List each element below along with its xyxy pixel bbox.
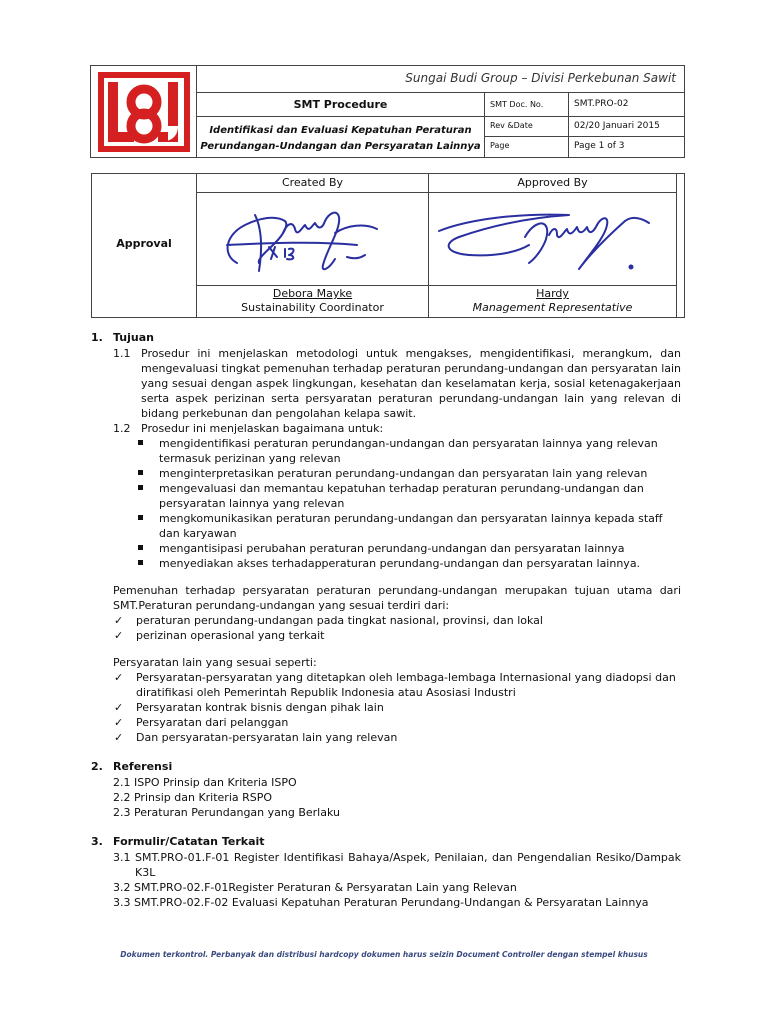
square-bullet-icon (138, 560, 143, 565)
creator-name: Debora Mayke (272, 287, 353, 300)
subsection-1-1 (91, 346, 681, 421)
check-mark-icon: ✓ (114, 671, 124, 684)
check-mark-icon: ✓ (114, 701, 124, 714)
square-bullet-icon (138, 470, 143, 475)
approval-table (91, 173, 685, 318)
doc-no-label: SMT Doc. No. (485, 93, 569, 117)
document-body (91, 330, 681, 910)
check-item-text: peraturan perundang-undangan pada tingkat nasional, provinsi, dan lokal (136, 614, 543, 627)
subsection-1-2-text: Prosedur ini menjelaskan bagaimana untuk: (141, 422, 384, 435)
subsection-1-2-number: 1.2 (113, 422, 131, 435)
paragraph-requirements: Pemenuhan terhadap persyaratan peraturan perundang-undangan merupakan tujuan utama dari SMT.Peraturan perundang-undangan yang sesuai terdiri dari: (113, 584, 681, 612)
square-bullet-icon (138, 440, 143, 445)
check-mark-icon: ✓ (114, 629, 124, 642)
doc-no-value: SMT.PRO-02 (569, 93, 684, 117)
creator-signature (197, 193, 429, 286)
form-item-3-2: 3.2 SMT.PRO-02.F-01Register Peraturan & Persyaratan Lain yang Relevan (113, 881, 517, 894)
form-item-3-1-text: SMT.PRO-01.F-01 Register Identifikasi Bahaya/Aspek, Penilaian, dan Pengendalian Resiko/Dampak K3L (135, 851, 681, 879)
list-item-text: mengidentifikasi peraturan perundangan-undangan dan persyaratan lainnya yang relevan termasuk perizinan yang relevan (159, 437, 658, 465)
page-label: Page (485, 137, 569, 157)
list-item-text: mengevaluasi dan memantau kepatuhan terhadap peraturan perundang-undangan dan persyaratan lainnya yang relevan (159, 482, 644, 510)
square-bullet-icon (138, 485, 143, 490)
check-item (91, 628, 681, 643)
check-item (91, 715, 681, 730)
approval-label: Approval (92, 174, 197, 317)
section-3-heading (91, 834, 681, 850)
approver-signature (429, 193, 677, 286)
square-bullet-icon (138, 515, 143, 520)
check-mark-icon: ✓ (114, 716, 124, 729)
section-1-number: 1. (91, 331, 103, 344)
company-name: Sungai Budi Group – Divisi Perkebunan Sawit (197, 66, 684, 93)
section-2-heading (91, 759, 681, 775)
reference-item: 2.2 Prinsip dan Kriteria RSPO (113, 791, 273, 804)
check-item-text: Persyaratan dari pelanggan (136, 716, 289, 729)
form-item-3-1-number: 3.1 (113, 851, 131, 864)
created-by-header: Created By (197, 174, 429, 193)
approved-by-header: Approved By (429, 174, 677, 193)
subsection-1-2 (91, 421, 681, 436)
reference-item: 2.1 ISPO Prinsip dan Kriteria ISPO (113, 776, 297, 789)
creator-role: Sustainability Coordinator (241, 301, 384, 314)
subsection-1-1-text: Prosedur ini menjelaskan metodologi untuk mengakses, mengidentifikasi, merangkum, dan mengevaluasi tingkat pemenuhan terhadap peraturan perundang-undangan dan persyaratan lain yang sesuai dengan aspek lingkungan, kesehatan dan keselamatan kerja, sosial ketenagakerjaan serta aspek perizinan serta persyaratan peraturan perundang-undangan lain yang relevan di bidang perkebunan dan pengolahan kelapa sawit. (141, 347, 682, 420)
document-header-table (90, 65, 685, 158)
document-title-line-2: Perundangan-Undangan dan Persyaratan Lainnya (200, 141, 481, 152)
section-1-heading (91, 330, 681, 346)
section-2-title: Referensi (113, 760, 173, 773)
square-bullet-icon (138, 545, 143, 550)
form-item-3-1 (91, 850, 681, 880)
paragraph-other-requirements: Persyaratan lain yang sesuai seperti: (113, 656, 317, 669)
page-value: Page 1 of 3 (574, 141, 625, 151)
check-item (91, 613, 681, 628)
check-item-text: Dan persyaratan-persyaratan lain yang relevan (136, 731, 398, 744)
creator-name-cell (197, 286, 429, 317)
check-item (91, 730, 681, 745)
approver-name: Hardy (536, 287, 569, 300)
list-item-text: menyediakan akses terhadapperaturan perundang-undangan dan persyaratan lainnya. (159, 557, 641, 570)
procedure-type: SMT Procedure (197, 93, 485, 117)
list-item (91, 466, 681, 481)
form-item-3-3: 3.3 SMT.PRO-02.F-02 Evaluasi Kepatuhan Peraturan Perundang-Undangan & Persyaratan Lainnya (113, 896, 649, 909)
check-item-text: Persyaratan kontrak bisnis dengan pihak lain (136, 701, 384, 714)
check-item-text: Persyaratan-persyaratan yang ditetapkan oleh lembaga-lembaga Internasional yang diadopsi dan diratifikasi oleh Pemerintah Republik Indonesia atau Asosiasi Industri (136, 671, 676, 699)
creator-signature-cell (197, 193, 429, 286)
document-title (197, 117, 485, 157)
company-logo (96, 70, 192, 154)
list-item-text: menginterpretasikan peraturan perundang-undangan dan persyaratan lain yang relevan (159, 467, 648, 480)
rev-date-value: 02/20 Januari 2015 (569, 117, 684, 137)
check-mark-icon: ✓ (114, 614, 124, 627)
list-item (91, 541, 681, 556)
section-3-title: Formulir/Catatan Terkait (113, 835, 265, 848)
subsection-1-1-number: 1.1 (113, 347, 131, 360)
rev-date-label: Rev &Date (485, 117, 569, 137)
approver-signature-cell (429, 193, 677, 286)
footer-note: Dokumen terkontrol. Perbanyak dan distribusi hardcopy dokumen harus seizin Document Controller dengan stempel khusus (120, 950, 648, 959)
list-item-text: mengkomunikasikan peraturan perundang-undangan dan persyaratan lainnya kepada staff dan karyawan (159, 512, 663, 540)
logo-cell (91, 66, 197, 157)
list-item (91, 436, 681, 466)
approver-role: Management Representative (472, 301, 633, 314)
list-item (91, 511, 681, 541)
list-item (91, 556, 681, 571)
section-2-number: 2. (91, 760, 103, 773)
approver-name-cell (429, 286, 677, 317)
list-item-text: mengantisipasi perubahan peraturan perundang-undangan dan persyaratan lainnya (159, 542, 625, 555)
list-item (91, 481, 681, 511)
check-item-text: perizinan operasional yang terkait (136, 629, 325, 642)
document-title-line-1: Identifikasi dan Evaluasi Kepatuhan Peraturan (209, 125, 472, 136)
check-item (91, 670, 681, 700)
section-3-number: 3. (91, 835, 103, 848)
check-mark-icon: ✓ (114, 731, 124, 744)
reference-item: 2.3 Peraturan Perundangan yang Berlaku (113, 806, 340, 819)
section-1-title: Tujuan (113, 331, 154, 344)
check-item (91, 700, 681, 715)
